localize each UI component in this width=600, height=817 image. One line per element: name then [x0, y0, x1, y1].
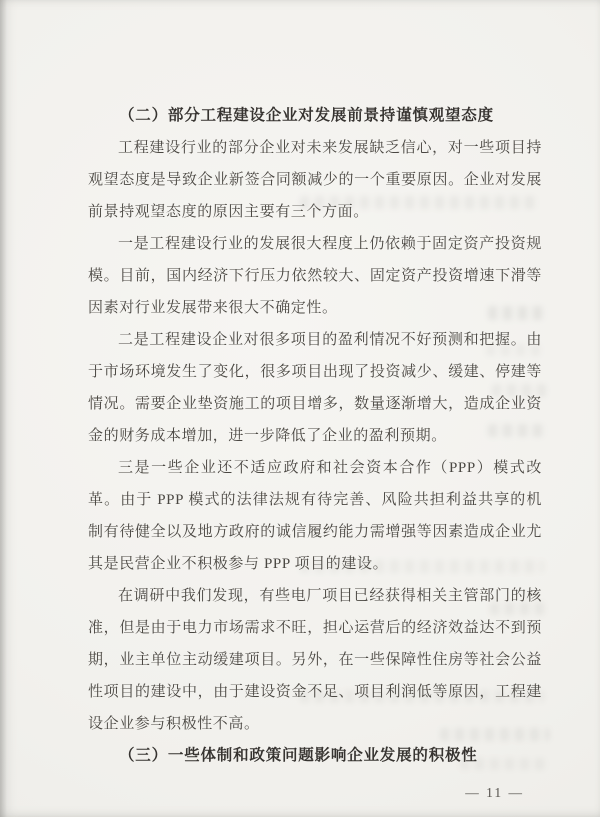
paragraph-intro: 工程建设行业的部分企业对未来发展缺乏信心，对一些项目持观望态度是导致企业新签合同额减少的一个重要原因。企业对发展前景持观望态度的原因主要有三个方面。: [88, 140, 542, 220]
section-heading-2: （二）部分工程建设企业对发展前景持谨慎观望态度: [119, 107, 494, 124]
page-number: — 11 —: [465, 785, 524, 800]
section-heading-3: （三）一些体制和政策问题影响企业发展的积极性: [119, 747, 478, 764]
page-left-edge-shadow: [0, 0, 7, 817]
paragraph-reason-one: 一是工程建设行业的发展很大程度上仍依赖于固定资产投资规模。目前，国内经济下行压力依然较大、固定资产投资增速下滑等因素对行业发展带来很大不确定性。: [88, 236, 542, 316]
paragraph-reason-three: 三是一些企业还不适应政府和社会资本合作（PPP）模式改革。由于 PPP 模式的法律法规有待完善、风险共担利益共享的机制有待健全以及地方政府的诚信履约能力需增强等因素造成企业尤其是民营企业不积极参与 PPP 项目的建设。: [88, 460, 542, 572]
paragraph-reason-two: 二是工程建设企业对很多项目的盈利情况不好预测和把握。由于市场环境发生了变化，很多项目出现了投资减少、缓建、停建等情况。需要企业垫资施工的项目增多，数量逐渐增大，造成企业资金的财务成本增加，进一步降低了企业的盈利预期。: [88, 332, 542, 444]
document-body: [88, 100, 542, 772]
paragraph-survey-findings: 在调研中我们发现，有些电厂项目已经获得相关主管部门的核准，但是由于电力市场需求不旺，担心运营后的经济效益达不到预期，业主单位主动缓建项目。另外，在一些保障性住房等社会公益性项目的建设中，由于建设资金不足、项目利润低等原因，工程建设企业参与积极性不高。: [88, 588, 542, 732]
